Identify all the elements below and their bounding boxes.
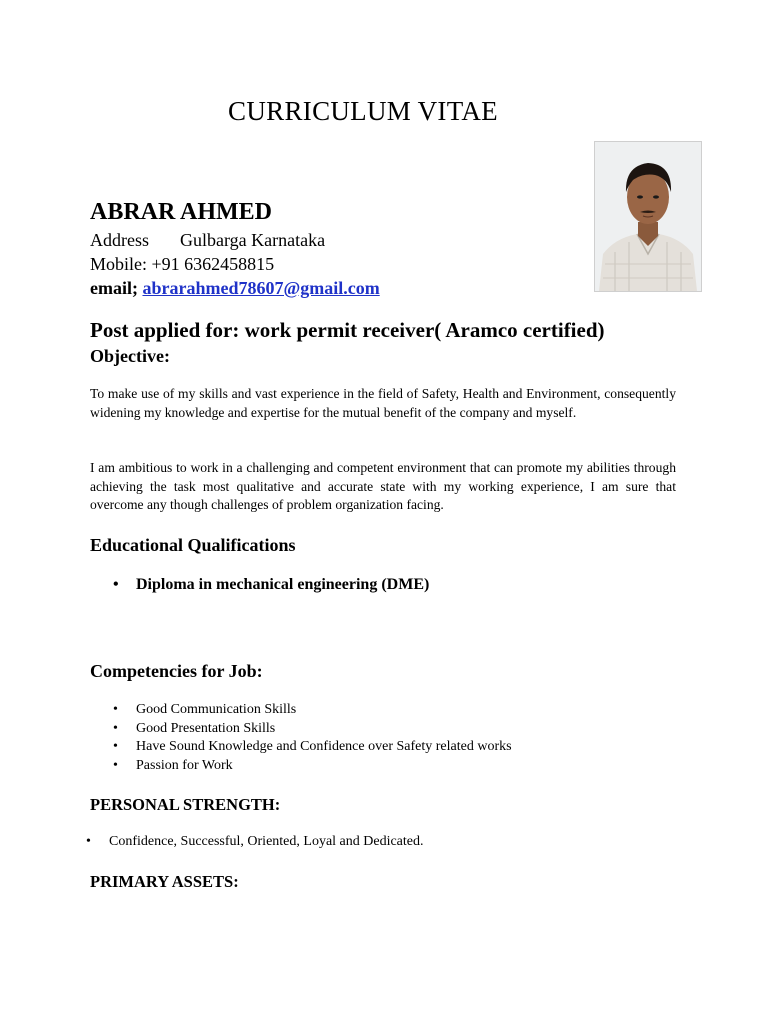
email-link[interactable]: abrarahmed78607@gmail.com	[142, 278, 380, 298]
list-item: • Passion for Work	[136, 757, 512, 776]
bullet-icon: •	[86, 834, 91, 849]
post-applied-heading: Post applied for: work permit receiver( Aramco certified)	[90, 318, 605, 342]
email-label: email;	[90, 278, 138, 298]
address-value: Gulbarga Karnataka	[180, 230, 326, 250]
primary-assets-heading: PRIMARY ASSETS:	[90, 872, 239, 891]
education-heading: Educational Qualifications	[90, 535, 296, 555]
list-item: • Confidence, Successful, Oriented, Loyal and Dedicated.	[86, 834, 424, 849]
list-item: • Have Sound Knowledge and Confidence over Safety related works	[136, 738, 512, 757]
email-line	[90, 278, 380, 299]
bullet-icon: •	[113, 720, 118, 736]
competencies-heading: Competencies for Job:	[90, 661, 263, 681]
list-item: • Diploma in mechanical engineering (DME)	[113, 576, 430, 593]
profile-photo	[594, 141, 702, 292]
bullet-icon: •	[113, 702, 118, 717]
bullet-icon: •	[113, 757, 118, 773]
mobile-line: Mobile: +91 6362458815	[90, 254, 275, 274]
education-list	[113, 576, 430, 594]
personal-strength-heading: PERSONAL STRENGTH:	[90, 795, 281, 814]
objective-paragraph-1: To make use of my skills and vast experience in the field of Safety, Health and Environment, consequently widening my knowledge and expertise for the mutual benefit of the company and myself.	[90, 386, 676, 420]
objective-heading: Objective:	[90, 346, 170, 366]
address-label: Address	[90, 230, 149, 250]
bullet-icon: •	[113, 739, 118, 755]
bullet-icon: •	[113, 576, 119, 593]
page-title: CURRICULUM VITAE	[228, 96, 498, 126]
candidate-name: ABRAR AHMED	[90, 199, 273, 225]
list-item: • Good Presentation Skills	[136, 720, 512, 739]
list-item: • Good Communication Skills	[136, 701, 512, 720]
address-line	[90, 230, 325, 251]
personal-strength-list	[86, 834, 424, 850]
competencies-list	[113, 701, 512, 775]
objective-paragraph-2: I am ambitious to work in a challenging and competent environment that can promote my abilities through achieving the task most qualitative and accurate state with my working experience, I am sure that overcome any though challenges of problem organization facing.	[90, 460, 676, 513]
person-portrait-icon	[595, 142, 701, 291]
